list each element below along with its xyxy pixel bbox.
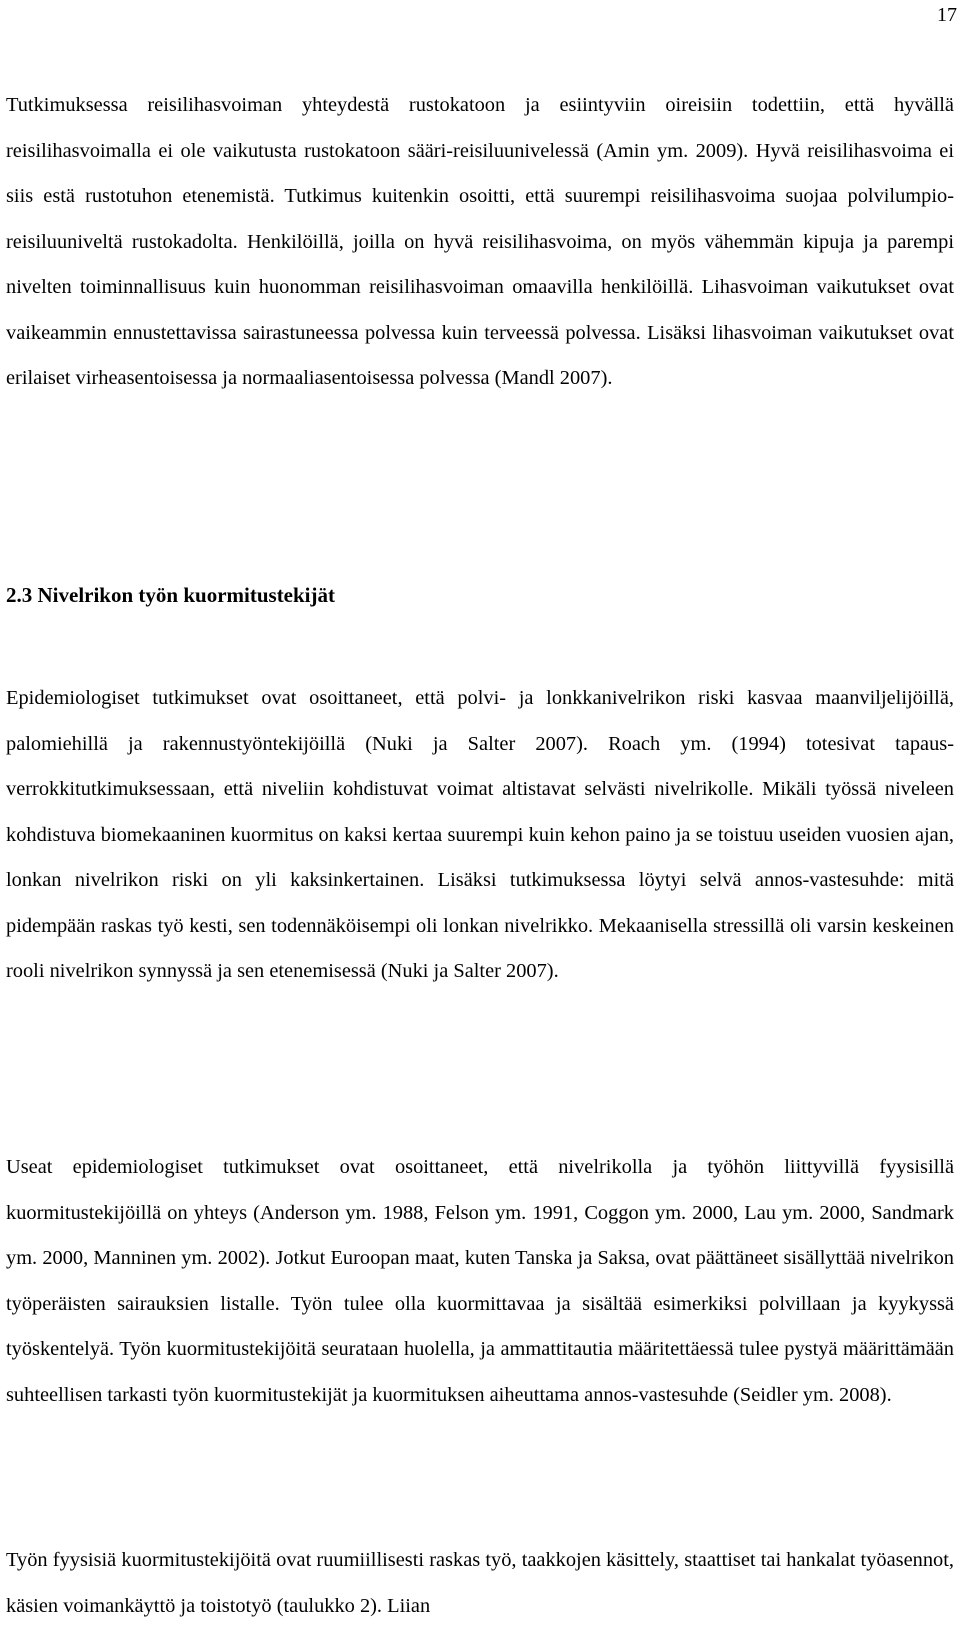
body-paragraph-2: Epidemiologiset tutkimukset ovat osoittaneet, että polvi- ja lonkkanivelrikon riski kasvaa maanviljelijöillä, palomiehillä ja rakennustyöntekijöillä (Nuki ja Salter 2007). Roach ym. (1994) totesivat tapaus-verrokkitutkimuksessaan, että niveliin kohdistuvat voimat altistavat selvästi nivelrikolle. Mikäli työssä niveleen kohdistuva biomekaaninen kuormitus on kaksi kertaa suurempi kuin kehon paino ja se toistuu useiden vuosien ajan, lonkan nivelrikon riski on yli kaksinkertainen. Lisäksi tutkimuksessa löytyi selvä annos-vastesuhde: mitä pidempään raskas työ kesti, sen todennäköisempi oli lonkan nivelrikko. Mekaanisella stressillä oli varsin keskeinen rooli nivelrikon synnyssä ja sen etenemisessä (Nuki ja Salter 2007).	[6, 687, 954, 982]
body-paragraph-4: Työn fyysisiä kuormitustekijöitä ovat ruumiillisesti raskas työ, taakkojen käsittely, staattiset tai hankalat työasennot, käsien voimankäyttö ja toistotyö (taulukko 2). Liian	[6, 1549, 954, 1617]
section-heading: 2.3 Nivelrikon työn kuormitustekijät	[6, 583, 336, 607]
body-paragraph-1: Tutkimuksessa reisilihasvoiman yhteydestä rustokatoon ja esiintyviin oireisiin todettiin, että hyvällä reisilihasvoimalla ei ole vaikutusta rustokatoon sääri-reisiluunivelessä (Amin ym. 2009). Hyvä reisilihasvoima ei siis estä rustotuhon etenemistä. Tutkimus kuitenkin osoitti, että suurempi reisilihasvoima suojaa polvilumpio-reisiluuniveltä rustokadolta. Henkilöillä, joilla on hyvä reisilihasvoima, on myös vähemmän kipuja ja parempi nivelten toiminnallisuus kuin huonomman reisilihasvoiman omaavilla henkilöillä. Lihasvoiman vaikutukset ovat vaikeammin ennustettavissa sairastuneessa polvessa kuin terveessä polvessa. Lisäksi lihasvoiman vaikutukset ovat erilaiset virheasentoisessa ja normaaliasentoisessa polvessa (Mandl 2007).	[6, 94, 954, 389]
page-number: 17	[937, 4, 957, 26]
body-paragraph-3: Useat epidemiologiset tutkimukset ovat osoittaneet, että nivelrikolla ja työhön liittyvillä fyysisillä kuormitustekijöillä on yhteys (Anderson ym. 1988, Felson ym. 1991, Coggon ym. 2000, Lau ym. 2000, Sandmark ym. 2000, Manninen ym. 2002). Jotkut Euroopan maat, kuten Tanska ja Saksa, ovat päättäneet sisällyttää nivelrikon työperäisten sairauksien listalle. Työn tulee olla kuormittavaa ja sisältää esimerkiksi polvillaan ja kyykyssä työskentelyä. Työn kuormitustekijöitä seurataan huolella, ja ammattitautia määritettäessä tulee pystyä määrittämään suhteellisen tarkasti työn kuormitustekijät ja kuormituksen aiheuttama annos-vastesuhde (Seidler ym. 2008).	[6, 1156, 954, 1406]
